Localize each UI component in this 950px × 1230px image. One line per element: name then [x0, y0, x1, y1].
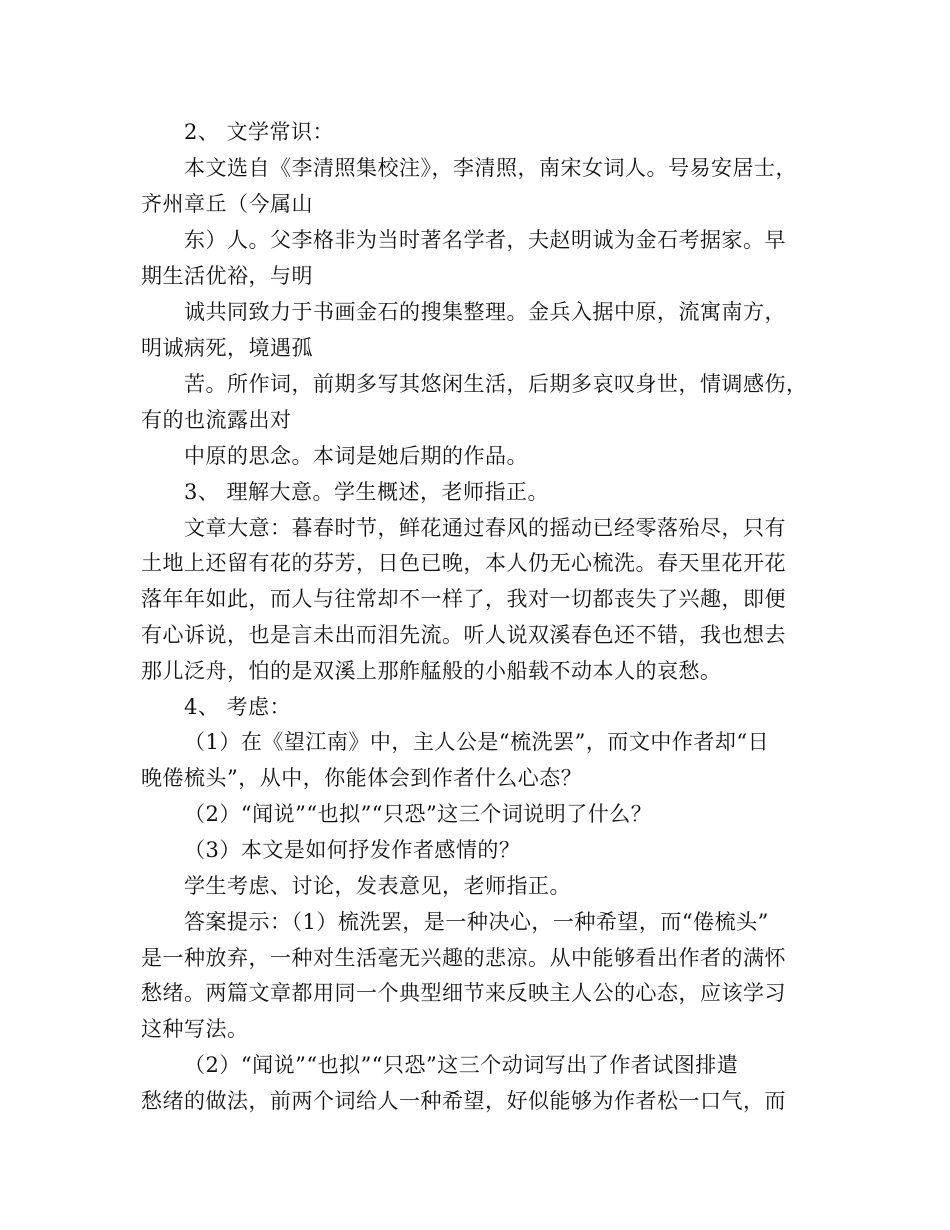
- text-line: 愁绪的做法，前两个词给人一种希望，好似能够为作者松一口气，而: [141, 1089, 786, 1113]
- text-line: （2）“闻说”“也拟”“只恐”这三个词说明了什么？: [184, 802, 653, 826]
- text-line: 学生考虑、讨论，发表意见，老师指正。: [184, 874, 571, 898]
- text-line: 诚共同致力于书画金石的搜集整理。金兵入据中原，流寓南方，: [184, 300, 786, 324]
- text-line: 4、 考虑：: [184, 695, 292, 719]
- text-line: 期生活优裕，与明: [141, 264, 313, 288]
- text-line: 中原的思念。本词是她后期的作品。: [184, 444, 528, 468]
- text-line: 那儿泛舟，怕的是双溪上那舴艋般的小船载不动本人的哀愁。: [141, 659, 722, 683]
- text-line: （1）在《望江南》中，主人公是“梳洗罢”，而文中作者却“日: [184, 730, 770, 754]
- text-line: 这种写法。: [141, 1017, 249, 1041]
- text-line: 落年年如此，而人与往常却不一样了，我对一切都丧失了兴趣，即便: [141, 587, 786, 611]
- text-line: 有的也流露出对: [141, 408, 292, 432]
- text-line: 东）人。父李格非为当时著名学者，夫赵明诚为金石考据家。早: [184, 228, 786, 252]
- text-line: 土地上还留有花的芬芳，日色已晚，本人仍无心梳洗。春天里花开花: [141, 551, 786, 575]
- text-line: 是一种放弃，一种对生活毫无兴趣的悲凉。从中能够看出作者的满怀: [141, 946, 786, 970]
- text-line: 答案提示：（1）梳洗罢，是一种决心，一种希望，而“倦梳头”: [184, 910, 769, 934]
- text-line: 愁绪。两篇文章都用同一个典型细节来反映主人公的心态，应该学习: [141, 981, 786, 1005]
- text-line: 晚倦梳头”，从中，你能体会到作者什么心态？: [141, 766, 583, 790]
- text-line: 本文选自《李清照集校注》，李清照，南宋女词人。号易安居士，: [184, 156, 797, 180]
- text-line: 齐州章丘（今属山: [141, 192, 313, 216]
- text-line: 文章大意：暮春时节，鲜花通过春风的摇动已经零落殆尽，只有: [184, 516, 786, 540]
- text-line: 有心诉说，也是言未出而泪先流。听人说双溪春色还不错，我也想去: [141, 623, 786, 647]
- text-line: （3）本文是如何抒发作者感情的？: [184, 838, 521, 862]
- text-line: 2、 文学常识：: [184, 120, 335, 144]
- text-line: 明诚病死，境遇孤: [141, 336, 313, 360]
- text-line: 苦。所作词，前期多写其悠闲生活，后期多哀叹身世，情调感伤，: [184, 372, 808, 396]
- text-line: 3、 理解大意。学生概述，老师指正。: [184, 480, 550, 504]
- text-line: （2）“闻说”“也拟”“只恐”这三个动词写出了作者试图排遣: [184, 1053, 739, 1077]
